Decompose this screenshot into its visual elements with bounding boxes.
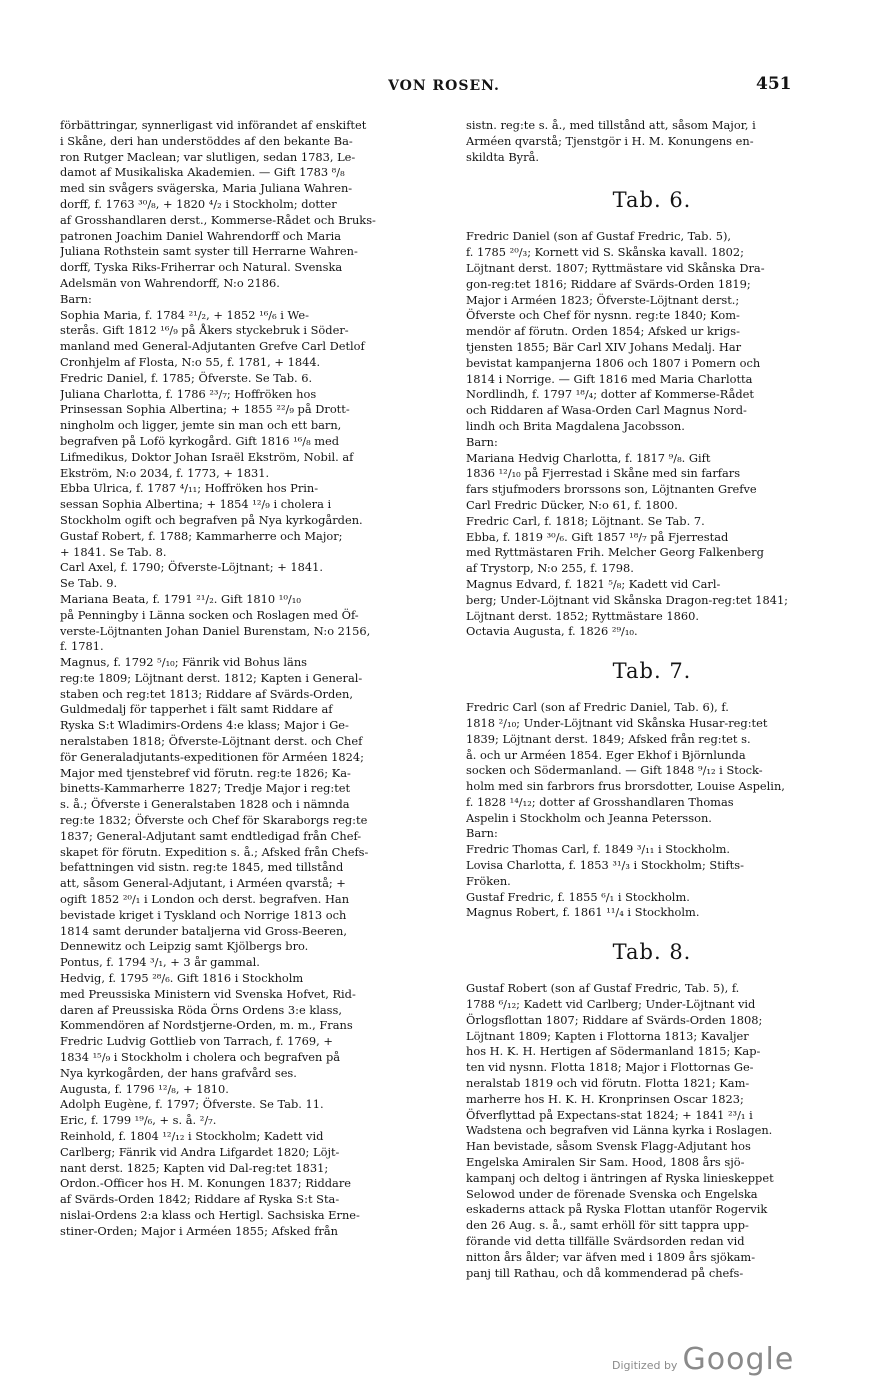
text-line: nitton års ålder; var äfven med i 1809 års sjökam- <box>466 1249 756 1264</box>
text-line: Reinhold, f. 1804 ¹²/₁₂ i Stockholm; Kadett vid <box>60 1129 324 1143</box>
text-line: ogift 1852 ²⁰/₁ i London och derst. begrafven. Han <box>60 892 350 907</box>
page-number: 451 <box>756 74 792 94</box>
text-line: Cronhjelm af Flosta, N:o 55, f. 1781, + 1844. <box>60 354 321 369</box>
text-line: Han bevistade, såsom Svensk Flagg-Adjutant hos <box>466 1139 751 1154</box>
text-line: att, såsom General-Adjutant, i Arméen qvarstå; + <box>60 876 346 891</box>
text-line: af Trystorp, N:o 255, f. 1798. <box>466 561 634 576</box>
right-column <box>466 118 838 1281</box>
text-line: Öfverflyttad på Expectans-stat 1824; + 1841 ²³/₁ i <box>466 1107 753 1122</box>
text-line: patronen Joachim Daniel Wahrendorff och Maria <box>60 228 342 243</box>
left-column <box>60 118 456 1240</box>
text-line: Mariana Beata, f. 1791 ²¹/₂. Gift 1810 ¹⁰/₁₀ <box>60 591 301 606</box>
text-line: Magnus Robert, f. 1861 ¹¹/₄ i Stockholm. <box>466 905 700 920</box>
google-logo: Google <box>682 1342 795 1377</box>
text-line: neralstab 1819 och vid förutn. Flotta 1821; Kam- <box>466 1076 750 1091</box>
text-line: Dennewitz och Leipzig samt Kjölbergs bro. <box>60 939 309 954</box>
text-line: gon-reg:tet 1816; Riddare af Svärds-Orden 1819; <box>466 276 751 291</box>
text-line: på Penningby i Länna socken och Roslagen med Öf- <box>60 607 359 622</box>
text-line: Barn: <box>466 434 498 449</box>
text-line: förande vid detta tillfälle Svärdsorden redan vid <box>466 1234 745 1249</box>
text-line: mendör af förutn. Orden 1854; Afsked ur krigs- <box>466 324 740 339</box>
text-line: Sophia Maria, f. 1784 ²¹/₂, + 1852 ¹⁶/₆ i We- <box>60 307 309 322</box>
text-line: binetts-Kammarherre 1827; Tredje Major i reg:tet <box>60 781 351 796</box>
text-line: Aspelin i Stockholm och Jeanna Petersson. <box>466 810 712 825</box>
text-line: Magnus Edvard, f. 1821 ⁵/₈; Kadett vid Carl- <box>466 576 721 591</box>
text-line: Guldmedalj för tapperhet i fält samt Riddare af <box>60 702 333 717</box>
text-line: Carl Axel, f. 1790; Öfverste-Löjtnant; + 1841. <box>60 560 323 575</box>
text-line: ten vid nysnn. Flotta 1818; Major i Flottornas Ge- <box>466 1060 754 1075</box>
text-line: Ryska S:t Wladimirs-Ordens 4:e klass; Major i Ge- <box>60 718 349 733</box>
text-line: Major i Arméen 1823; Öfverste-Löjtnant derst.; <box>466 292 740 307</box>
text-line: damot af Musikaliska Akademien. — Gift 1783 ⁸/₈ <box>60 165 345 180</box>
text-line: Fredric Ludvig Gottlieb von Tarrach, f. 1769, + <box>60 1034 333 1049</box>
text-line: sterås. Gift 1812 ¹⁶/₉ på Åkers styckebruk i Söder- <box>60 323 349 338</box>
text-line: f. 1785 ²⁰/₃; Kornett vid S. Skånska kavall. 1802; <box>466 245 744 260</box>
digitized-by-watermark <box>612 1342 794 1377</box>
text-line: Pontus, f. 1794 ³/₁, + 3 år gammal. <box>60 955 260 970</box>
text-line: Barn: <box>466 826 498 841</box>
text-line: Prinsessan Sophia Albertina; + 1855 ²²/₉ på Drott- <box>60 402 350 417</box>
text-line: af Svärds-Orden 1842; Riddare af Ryska S:t Sta- <box>60 1192 340 1207</box>
intro-text <box>466 118 838 165</box>
tab-7-heading: Tab. 7. <box>612 659 692 684</box>
text-line: skildta Byrå. <box>466 149 539 164</box>
text-line: stiner-Orden; Major i Arméen 1855; Afsked från <box>60 1223 339 1238</box>
text-line: Löjtnant derst. 1807; Ryttmästare vid Skånska Dra- <box>466 260 765 275</box>
text-line: med Preussiska Ministern vid Svenska Hofvet, Rid- <box>60 986 356 1001</box>
text-line: f. 1781. <box>60 639 104 654</box>
text-line: 1839; Löjtnant derst. 1849; Afsked från reg:tet s. <box>466 731 751 746</box>
tab-7-text <box>466 700 838 921</box>
text-line: berg; Under-Löjtnant vid Skånska Dragon-reg:tet 1841; <box>466 592 789 607</box>
text-line: Ordon.-Officer hos H. M. Konungen 1837; Riddare <box>60 1176 352 1191</box>
text-line: 1814 i Norrige. — Gift 1816 med Maria Charlotta <box>466 371 753 386</box>
text-line: f. 1828 ¹⁴/₁₂; dotter af Grosshandlaren Thomas <box>466 794 734 809</box>
text-line: manland med General-Adjutanten Grefve Carl Detlof <box>60 339 365 354</box>
text-line: Lovisa Charlotta, f. 1853 ³¹/₃ i Stockholm; Stifts- <box>466 858 744 873</box>
text-line: Löjtnant derst. 1852; Ryttmästare 1860. <box>466 608 699 623</box>
text-line: Arméen qvarstå; Tjenstgör i H. M. Konungens en- <box>466 133 754 148</box>
text-line: för Generaladjutants-expeditionen för Arméen 1824; <box>60 749 364 764</box>
text-line: lindh och Brita Magdalena Jacobsson. <box>466 418 685 433</box>
text-line: Gustaf Fredric, f. 1855 ⁶/₁ i Stockholm. <box>466 889 690 904</box>
text-line: med Ryttmästaren Frih. Melcher Georg Falkenberg <box>466 545 764 560</box>
text-line: i Skåne, deri han understöddes af den bekante Ba- <box>60 133 353 148</box>
text-line: Mariana Hedvig Charlotta, f. 1817 ⁹/₈. Gift <box>466 450 711 465</box>
text-line: nant derst. 1825; Kapten vid Dal-reg:tet 1831; <box>60 1160 329 1175</box>
text-line: Hedvig, f. 1795 ²⁸/₆. Gift 1816 i Stockholm <box>60 971 304 986</box>
text-line: eskaderns attack på Ryska Flottan utanför Rogervik <box>466 1202 768 1217</box>
text-line: Fredric Carl, f. 1818; Löjtnant. Se Tab. 7. <box>466 513 705 528</box>
text-line: begrafven på Lofö kyrkogård. Gift 1816 ¹⁶/₈ med <box>60 433 340 448</box>
text-line: neralstaben 1818; Öfverste-Löjtnant derst. och Chef <box>60 734 363 749</box>
text-line: bevistade kriget i Tyskland och Norrige 1813 och <box>60 907 347 922</box>
text-line: skapet för förutn. Expedition s. å.; Afsked från Chefs- <box>60 844 369 859</box>
text-line: den 26 Aug. s. å., samt erhöll för sitt tappra upp- <box>466 1218 749 1233</box>
text-line: Fredric Thomas Carl, f. 1849 ³/₁₁ i Stockholm. <box>466 842 731 857</box>
text-line: Fröken. <box>466 873 511 888</box>
text-line: Selowod under de förenade Svenska och Engelska <box>466 1186 758 1201</box>
text-line: reg:te 1809; Löjtnant derst. 1812; Kapten i General- <box>60 670 363 685</box>
text-line: kampanj och deltog i äntringen af Ryska linieskeppet <box>466 1170 774 1185</box>
text-line: Stockholm ogift och begrafven på Nya kyrkogården. <box>60 512 363 527</box>
text-line: reg:te 1832; Öfverste och Chef för Skaraborgs reg:te <box>60 813 368 828</box>
text-line: Octavia Augusta, f. 1826 ²⁹/₁₀. <box>466 624 638 639</box>
text-line: verste-Löjtnanten Johan Daniel Burenstam, N:o 2156, <box>60 623 371 638</box>
text-line: med sin svågers svägerska, Maria Juliana Wahren- <box>60 181 353 196</box>
text-line: 1834 ¹⁵/₉ i Stockholm i cholera och begrafven på <box>60 1050 341 1065</box>
text-line: Kommendören af Nordstjerne-Orden, m. m., Frans <box>60 1018 353 1033</box>
text-line: 1837; General-Adjutant samt endtledigad från Chef- <box>60 828 362 843</box>
text-line: daren af Preussiska Röda Örns Ordens 3:e klass, <box>60 1002 342 1017</box>
tab-8-heading: Tab. 8. <box>612 940 692 965</box>
running-title: VON ROSEN. <box>388 78 500 94</box>
text-line: Lifmedikus, Doktor Johan Israël Ekström, Nobil. af <box>60 449 354 464</box>
text-line: hos H. K. H. Hertigen af Södermanland 1815; Kap- <box>466 1044 761 1059</box>
text-line: Gustaf Robert (son af Gustaf Fredric, Tab. 5), f. <box>466 981 740 996</box>
text-line: Löjtnant 1809; Kapten i Flottorna 1813; Kavaljer <box>466 1028 749 1043</box>
text-line: Juliana Rothstein samt syster till Herrarne Wahren- <box>60 244 358 259</box>
text-line: nislai-Ordens 2:a klass och Hertigl. Sachsiska Erne- <box>60 1207 360 1222</box>
text-line: förbättringar, synnerligast vid införandet af enskiftet <box>60 118 367 132</box>
text-line: Engelska Amiralen Sir Sam. Hood, 1808 års sjö- <box>466 1155 745 1170</box>
text-line: 1818 ²/₁₀; Under-Löjtnant vid Skånska Husar-reg:tet <box>466 715 768 730</box>
text-line: Fredric Daniel, f. 1785; Öfverste. Se Tab. 6. <box>60 370 313 385</box>
tab-6-text <box>466 229 838 640</box>
text-line: Barn: <box>60 291 92 306</box>
text-line: Adolph Eugène, f. 1797; Öfverste. Se Tab. 11. <box>60 1097 324 1112</box>
text-line: Major med tjenstebref vid förutn. reg:te 1826; Ka- <box>60 765 351 780</box>
text-line: socken och Södermanland. — Gift 1848 ⁹/₁₂ i Stock- <box>466 763 763 778</box>
text-line: 1788 ⁶/₁₂; Kadett vid Carlberg; Under-Löjtnant vid <box>466 997 756 1012</box>
text-line: Fredric Daniel (son af Gustaf Fredric, Tab. 5), <box>466 229 732 244</box>
text-line: + 1841. Se Tab. 8. <box>60 544 167 559</box>
text-line: Magnus, f. 1792 ⁵/₁₀; Fänrik vid Bohus läns <box>60 655 308 670</box>
watermark-prefix: Digitized by <box>612 1359 678 1372</box>
text-line: Adelsmän von Wahrendorff, N:o 2186. <box>60 275 280 290</box>
text-line: sessan Sophia Albertina; + 1854 ¹²/₉ i cholera i <box>60 497 332 512</box>
text-line: dorff, f. 1763 ³⁰/₈, + 1820 ⁴/₂ i Stockholm; dotter <box>60 196 337 211</box>
text-line: dorff, Tyska Riks-Friherrar och Natural. Svenska <box>60 260 343 275</box>
text-line: Nya kyrkogården, der hans grafvård ses. <box>60 1065 297 1080</box>
text-line: 1814 samt derunder bataljerna vid Gross-Beeren, <box>60 923 347 938</box>
text-line: panj till Rathau, och då kommenderad på chefs- <box>466 1265 744 1280</box>
text-line: ningholm och ligger, jemte sin man och ett barn, <box>60 418 342 433</box>
text-line: Nordlindh, f. 1797 ¹⁸/₄; dotter af Kommerse-Rådet <box>466 387 754 402</box>
text-line: sistn. reg:te s. å., med tillstånd att, såsom Major, i <box>466 118 756 132</box>
text-line: Carl Fredric Dücker, N:o 61, f. 1800. <box>466 497 678 512</box>
text-line: ron Rutger Maclean; var slutligen, sedan 1783, Le- <box>60 149 356 164</box>
tab-6-heading: Tab. 6. <box>612 188 692 213</box>
text-line: å. och ur Arméen 1854. Eger Ekhof i Björnlunda <box>466 747 746 762</box>
text-line: Fredric Carl (son af Fredric Daniel, Tab. 6), f. <box>466 700 729 715</box>
text-line: Wadstena och begrafven vid Länna kyrka i Roslagen. <box>466 1123 773 1138</box>
text-line: marherre hos H. K. H. Kronprinsen Oscar 1823; <box>466 1091 744 1106</box>
text-line: fars stjufmoders brorssons son, Löjtnanten Grefve <box>466 482 757 497</box>
text-line: Gustaf Robert, f. 1788; Kammarherre och Major; <box>60 528 343 543</box>
text-line: Ebba Ulrica, f. 1787 ⁴/₁₁; Hoffröken hos Prin- <box>60 481 319 496</box>
text-line: Ekström, N:o 2034, f. 1773, + 1831. <box>60 465 270 480</box>
text-line: och Riddaren af Wasa-Orden Carl Magnus Nord- <box>466 403 747 418</box>
text-line: tjensten 1855; Bär Carl XIV Johans Medalj. Har <box>466 339 742 354</box>
text-line: befattningen vid sistn. reg:te 1845, med tillstånd <box>60 860 344 875</box>
text-line: af Grosshandlaren derst., Kommerse-Rådet och Bruks- <box>60 212 376 227</box>
text-line: Juliana Charlotta, f. 1786 ²³/₇; Hoffröken hos <box>60 386 317 401</box>
text-line: Örlogsflottan 1807; Riddare af Svärds-Orden 1808; <box>466 1012 763 1027</box>
text-line: Öfverste och Chef för nysnn. reg:te 1840; Kom- <box>466 308 740 323</box>
text-line: Se Tab. 9. <box>60 576 118 591</box>
text-line: Carlberg; Fänrik vid Andra Lifgardet 1820; Löjt- <box>60 1144 340 1159</box>
text-line: holm med sin farbrors frus brorsdotter, Louise Aspelin, <box>466 779 785 794</box>
tab-8-text <box>466 981 838 1281</box>
text-line: Augusta, f. 1796 ¹²/₈, + 1810. <box>60 1081 229 1096</box>
text-line: bevistat kampanjerna 1806 och 1807 i Pomern och <box>466 355 761 370</box>
text-line: staben och reg:tet 1813; Riddare af Svärds-Orden, <box>60 686 353 701</box>
text-line: Ebba, f. 1819 ³⁰/₆. Gift 1857 ¹⁸/₇ på Fjerrestad <box>466 529 729 544</box>
text-line: 1836 ¹²/₁₀ på Fjerrestad i Skåne med sin farfars <box>466 466 741 481</box>
text-line: s. å.; Öfverste i Generalstaben 1828 och i nämnda <box>60 797 350 812</box>
text-line: Eric, f. 1799 ¹⁹/₆, + s. å. ²/₇. <box>60 1113 217 1128</box>
